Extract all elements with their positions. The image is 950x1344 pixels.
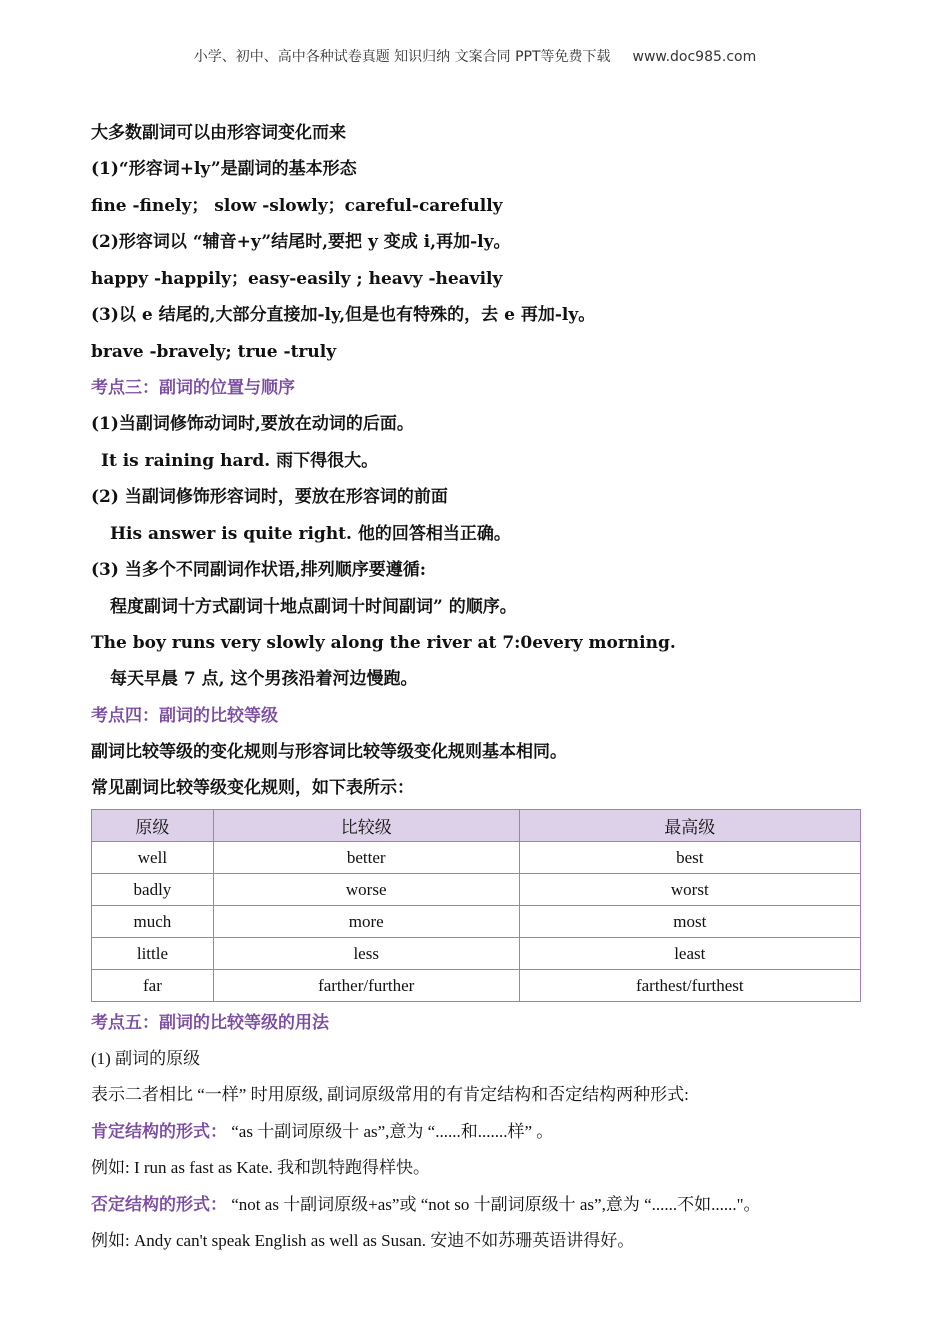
table-cell: best bbox=[519, 842, 860, 874]
order-rule: 程度副词十方式副词十地点副词十时间副词” 的顺序。 bbox=[110, 597, 517, 617]
affirmative-text: “as 十副词原级十 as”,意为 “......和.......样” 。 bbox=[227, 1122, 554, 1141]
header-text: 小学、初中、高中各种试卷真题 知识归纳 文案合同 PPT等免费下载 bbox=[193, 49, 611, 65]
position-example-2: His answer is quite right. 他的回答相当正确。 bbox=[110, 524, 511, 544]
section-5-title: 考点五：副词的比较等级的用法 bbox=[91, 1013, 329, 1033]
affirmative-example: 例如: I run as fast as Kate. 我和凯特跑得样快。 bbox=[91, 1158, 431, 1177]
negative-text: “not as 十副词原级+as”或 “not so 十副词原级十 as”,意为 “......不如......"。 bbox=[227, 1195, 761, 1214]
table-cell: farthest/furthest bbox=[519, 970, 860, 1002]
table-intro: 常见副词比较等级变化规则，如下表所示： bbox=[91, 778, 414, 798]
negative-example: 例如: Andy can't speak English as well as Susan. 安迪不如苏珊英语讲得好。 bbox=[91, 1231, 635, 1250]
table-cell: less bbox=[213, 938, 519, 970]
table-cell: far bbox=[92, 970, 214, 1002]
positive-degree-desc: 表示二者相比 “一样” 时用原级, 副词原级常用的有肯定结构和否定结构两种形式: bbox=[91, 1085, 689, 1104]
example-1: fine -finely； slow -slowly；careful-carefully bbox=[91, 196, 503, 216]
table-row bbox=[92, 842, 861, 874]
example-2: happy -happily；easy-easily ; heavy -heavily bbox=[91, 269, 503, 289]
intro-line: 大多数副词可以由形容词变化而来 bbox=[91, 123, 346, 143]
table-cell: well bbox=[92, 842, 214, 874]
table-cell: worse bbox=[213, 874, 519, 906]
table-header-row bbox=[92, 810, 861, 842]
table-cell: badly bbox=[92, 874, 214, 906]
example-3: brave -bravely; true -truly bbox=[91, 342, 337, 362]
negative-structure bbox=[91, 1194, 761, 1216]
rule-3: (3)以 e 结尾的,大部分直接加-ly,但是也有特殊的，去 e 再加-ly。 bbox=[91, 305, 596, 325]
position-example-1: It is raining hard. 雨下得很大。 bbox=[101, 451, 379, 471]
table-row bbox=[92, 938, 861, 970]
table-cell: least bbox=[519, 938, 860, 970]
header-positive: 原级 bbox=[92, 810, 214, 842]
affirmative-structure bbox=[91, 1121, 553, 1143]
position-rule-2: (2) 当副词修饰形容词时，要放在形容词的前面 bbox=[91, 487, 448, 507]
order-example-en: The boy runs very slowly along the river at 7:0every morning. bbox=[91, 633, 676, 653]
rule-2: (2)形容词以 “辅音+y”结尾时,要把 y 变成 i,再加-ly。 bbox=[91, 232, 511, 252]
comparison-table bbox=[91, 809, 861, 1002]
position-rule-1: (1)当副词修饰动词时,要放在动词的后面。 bbox=[91, 414, 414, 434]
section-4-title: 考点四：副词的比较等级 bbox=[91, 706, 278, 726]
order-example-zh: 每天早晨 7 点, 这个男孩沿着河边慢跑。 bbox=[110, 669, 418, 689]
header-comparative: 比较级 bbox=[213, 810, 519, 842]
table-cell: worst bbox=[519, 874, 860, 906]
table-cell: better bbox=[213, 842, 519, 874]
negative-label: 否定结构的形式： bbox=[91, 1195, 227, 1214]
header-site: www.doc985.com bbox=[632, 49, 757, 65]
table-cell: more bbox=[213, 906, 519, 938]
section-3-title: 考点三：副词的位置与顺序 bbox=[91, 378, 295, 398]
affirmative-label: 肯定结构的形式： bbox=[91, 1122, 227, 1141]
page-header bbox=[0, 46, 950, 66]
header-superlative: 最高级 bbox=[519, 810, 860, 842]
table-row bbox=[92, 970, 861, 1002]
table-cell: most bbox=[519, 906, 860, 938]
table-cell: little bbox=[92, 938, 214, 970]
table-cell: much bbox=[92, 906, 214, 938]
position-rule-3: (3) 当多个不同副词作状语,排列顺序要遵循: bbox=[91, 560, 427, 580]
table-cell: farther/further bbox=[213, 970, 519, 1002]
table-row bbox=[92, 874, 861, 906]
positive-degree-heading: (1) 副词的原级 bbox=[91, 1049, 201, 1068]
rule-1: (1)“形容词+ly”是副词的基本形态 bbox=[91, 159, 357, 179]
table-row bbox=[92, 906, 861, 938]
comparison-rule: 副词比较等级的变化规则与形容词比较等级变化规则基本相同。 bbox=[91, 742, 567, 762]
